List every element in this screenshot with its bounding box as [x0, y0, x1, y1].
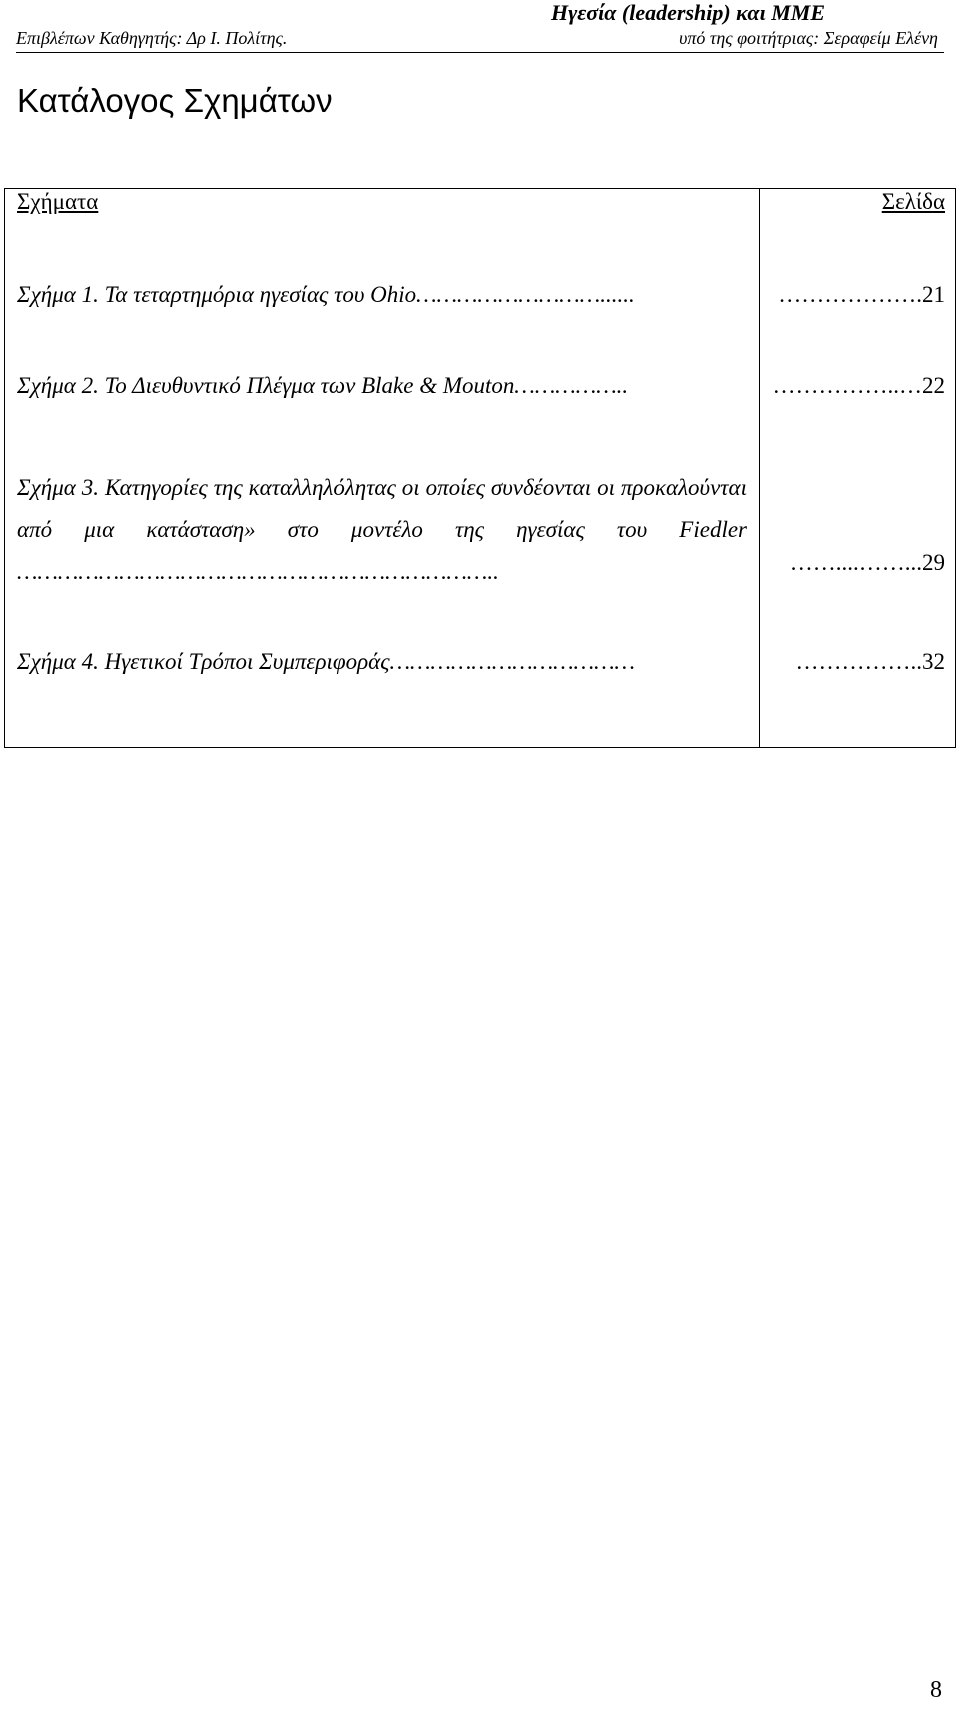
page-title: Κατάλογος Σχημάτων: [17, 82, 333, 119]
figure-page: ……....……...29: [789, 550, 945, 575]
figure-label: Σχήμα 2.: [17, 373, 99, 398]
table-row: [17, 282, 747, 308]
page-number: 8: [930, 1677, 942, 1703]
figure-text: Κατηγορίες της καταλληλόλητας οι οποίες συνδέονται οι προκαλούνται από μια κατάσταση» στο μοντέλο της ηγεσίας του Fiedler ……………………………………………………………..: [17, 475, 747, 584]
header-row: [16, 26, 944, 53]
table-row: [17, 467, 747, 593]
running-header: [0, 0, 960, 26]
column-header-figures: Σχήματα: [17, 189, 99, 214]
figure-label: Σχήμα 3.: [17, 475, 100, 500]
column-divider: [759, 189, 760, 747]
figure-label: Σχήμα 4.: [17, 649, 99, 674]
table-row: [17, 373, 747, 399]
header-student: υπό της φοιτήτριας: Σεραφείμ Ελένη: [679, 28, 938, 48]
header-supervisor: Επιβλέπων Καθηγητής: Δρ Ι. Πολίτης.: [16, 28, 288, 48]
column-header-page: Σελίδα: [881, 189, 945, 214]
figure-text: Ηγετικοί Τρόποι Συμπεριφοράς………………………………: [104, 649, 635, 674]
header-title: Ηγεσία (leadership) και ΜΜΕ: [550, 0, 825, 25]
figure-page: ……………….21: [778, 282, 945, 307]
figures-table: [4, 188, 956, 748]
figure-text: Το Διευθυντικό Πλέγμα των Blake & Mouton……………..: [104, 373, 629, 398]
table-row: [17, 649, 747, 675]
figure-page: ……………..32: [795, 649, 945, 674]
figure-label: Σχήμα 1.: [17, 282, 99, 307]
figure-text: Τα τεταρτημόρια ηγεσίας του Ohio………………………......: [104, 282, 635, 307]
figure-page: ……………..…22: [772, 373, 945, 398]
